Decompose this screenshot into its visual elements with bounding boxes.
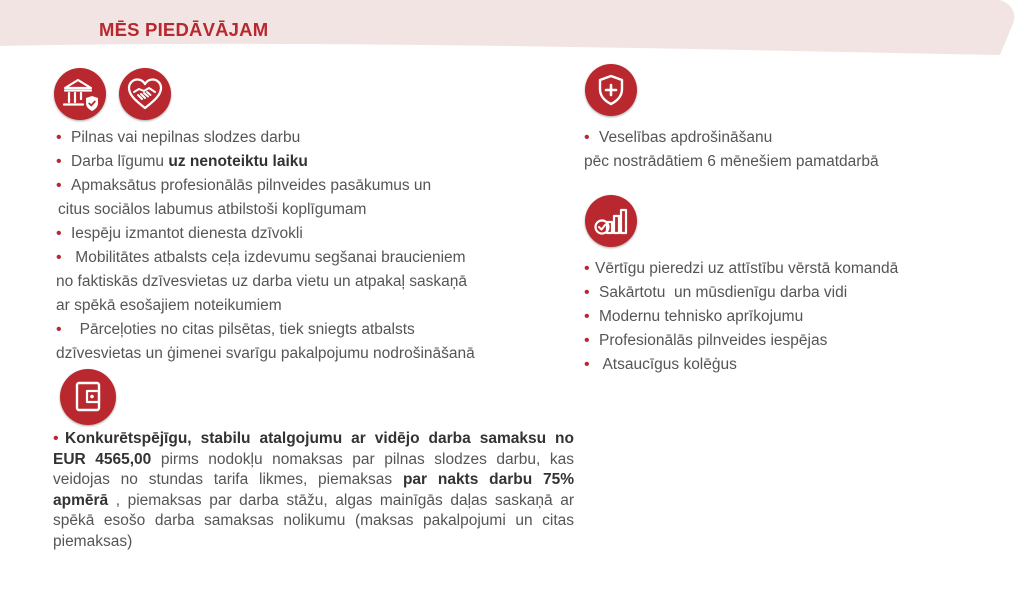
heart-handshake-icon: [119, 68, 171, 120]
list-item: •Iespēju izmantot dienesta dzīvokli: [56, 222, 475, 246]
list-item: •Pilnas vai nepilnas slodzes darbu: [56, 126, 475, 150]
bullet-icon: [584, 257, 595, 281]
bullet-icon: [56, 318, 71, 342]
list-item: •Darba līgumu uz nenoteiktu laiku: [56, 150, 475, 174]
bullet-icon: [56, 246, 71, 270]
list-item-continuation: citus sociālos labumus atbilstoši koplīgumam: [58, 201, 367, 218]
bank-shield-icon: [54, 68, 106, 120]
bullet-icon: [56, 174, 71, 198]
health-shield-icon: [585, 64, 637, 116]
list-item: • Mobilitātes atbalsts ceļa izdevumu segšanai braucieniem: [56, 246, 475, 270]
list-item-continuation: dzīvesvietas un ģimenei svarīgu pakalpojumu nodrošināšanā: [56, 345, 475, 362]
growth-chart-icon: [585, 195, 637, 247]
list-item: •Profesionālās pilnveides iespējas: [584, 329, 898, 353]
list-item: •Sakārtotu un mūsdienīgu darba vidi: [584, 281, 898, 305]
list-item: •Modernu tehnisko aprīkojumu: [584, 305, 898, 329]
list-item: •Veselības apdrošināšanu: [584, 126, 879, 150]
bullet-icon: [584, 281, 599, 305]
list-item-continuation: pēc nostrādātiem 6 mēnešiem pamatdarbā: [584, 153, 879, 170]
bullet-icon: [584, 126, 599, 150]
list-item: •Apmaksātus profesionālās pilnveides pasākumus un: [56, 174, 475, 198]
list-item-continuation: ar spēkā esošajiem noteikumiem: [56, 297, 282, 314]
bullet-icon: [584, 353, 599, 377]
section-title: MĒS PIEDĀVĀJAM: [99, 19, 269, 40]
bullet-icon: [56, 126, 71, 150]
bullet-icon: [584, 305, 599, 329]
wallet-icon: [60, 369, 116, 425]
offer-list-left: [56, 126, 475, 366]
header-banner: [0, 0, 1024, 60]
bullet-icon: [56, 150, 71, 174]
bullet-icon: [584, 329, 599, 353]
list-item: •Vērtīgu pieredzi uz attīstību vērstā komandā: [584, 257, 898, 281]
list-item: • Pārceļoties no citas pilsētas, tiek sniegts atbalsts: [56, 318, 475, 342]
bullet-icon: [53, 429, 65, 450]
list-item: • Atsaucīgus kolēģus: [584, 353, 898, 377]
offer-list-right: [584, 257, 898, 377]
list-item-continuation: no faktiskās dzīvesvietas uz darba vietu un atpakaļ saskaņā: [56, 273, 467, 290]
health-insurance-text: [584, 126, 879, 174]
salary-paragraph: •Konkurētspējīgu, stabilu atalgojumu ar vidējo darba samaksu no EUR 4565,00 pirms nodokļu nomaksas par pilnas slodzes darbu, kas veidojas no stundas tarifa likmes, piemaksas par nakts darbu 75% apmērā , piemaksas par darba stāžu, algas mainīgās daļas saskaņā ar spēkā esošo darba samaksas nolikumu (maksas pakalpojumi un citas piemaksas): [53, 429, 574, 552]
bullet-icon: [56, 222, 71, 246]
